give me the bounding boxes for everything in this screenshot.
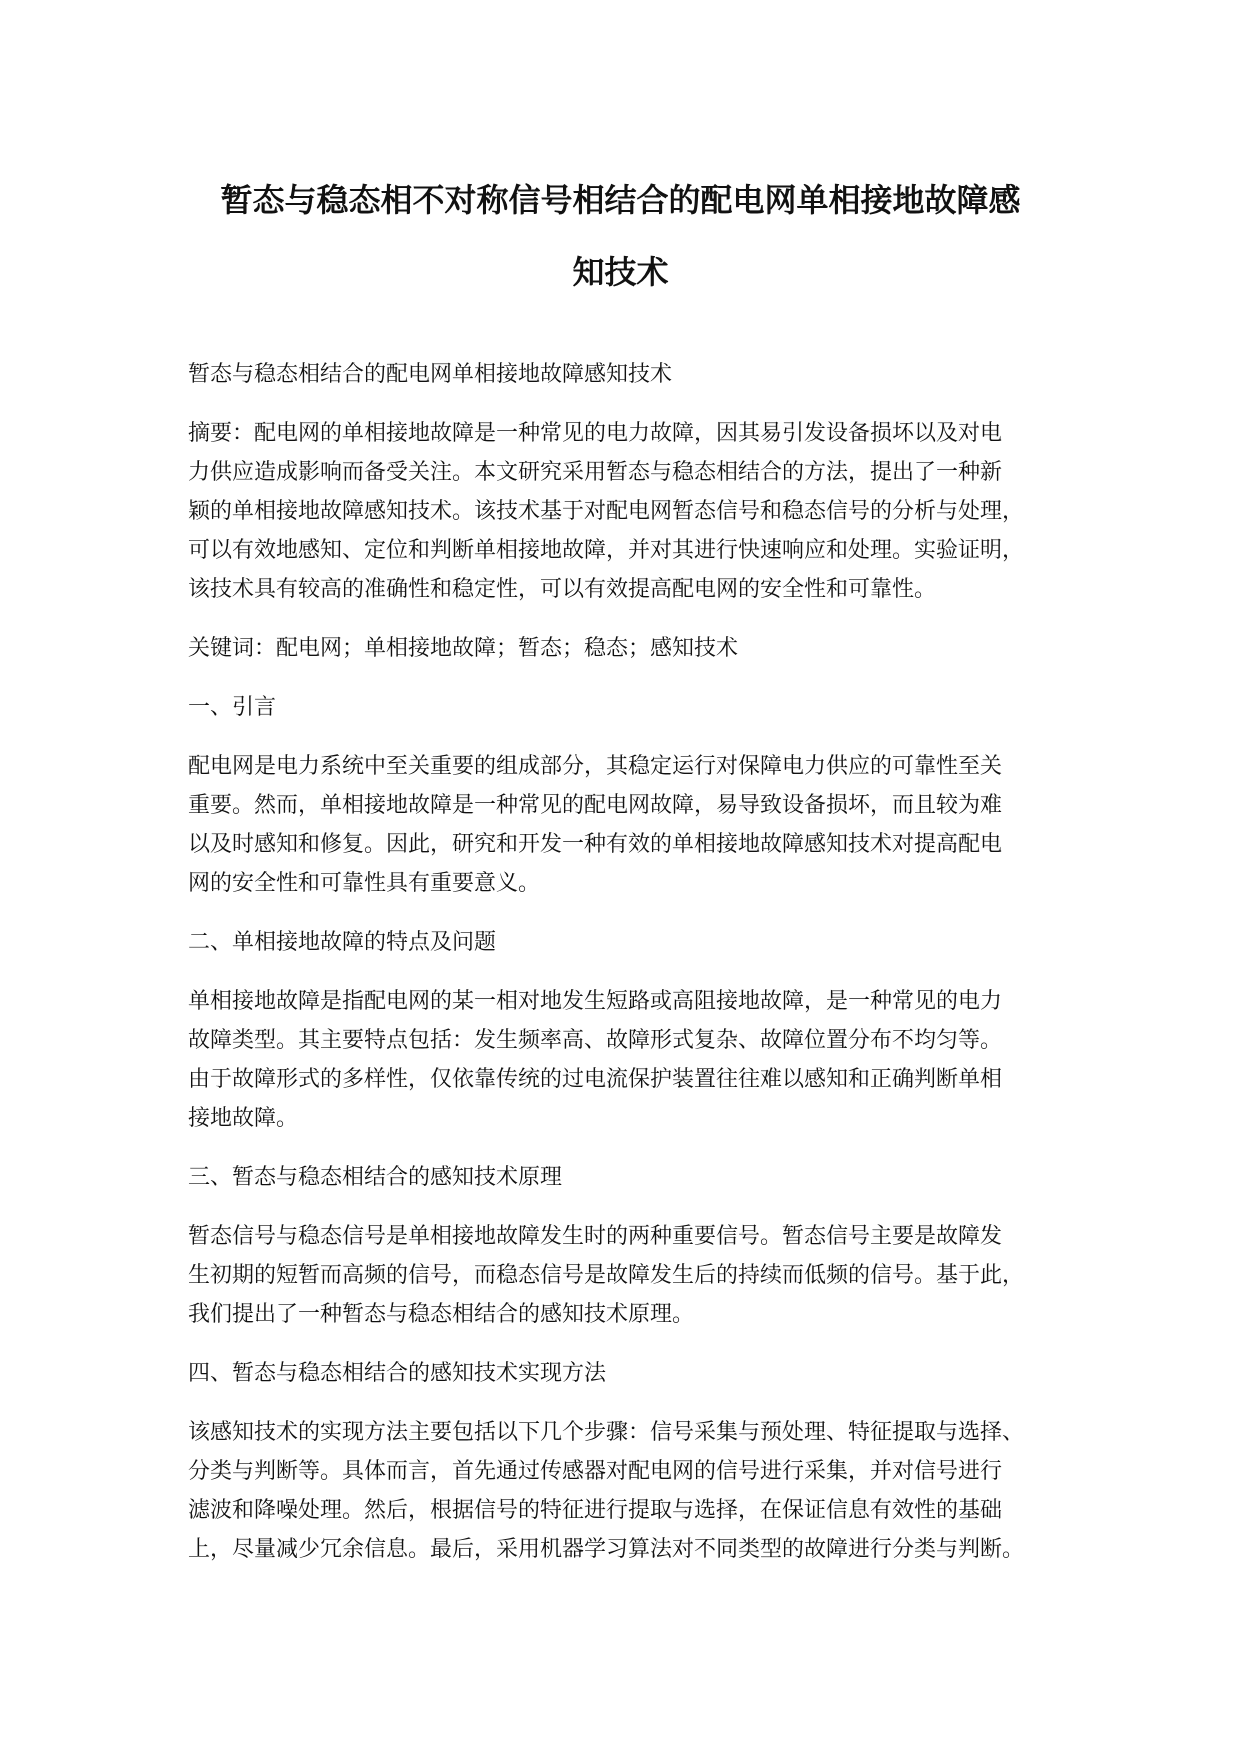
section-paragraph <box>188 982 1068 1138</box>
document-body <box>188 355 1068 1589</box>
abstract-line: 颖的单相接地故障感知技术。该技术基于对配电网暂态信号和稳态信号的分析与处理， <box>188 499 1025 524</box>
paragraph-line: 配电网是电力系统中至关重要的组成部分，其稳定运行对保障电力供应的可靠性至关 <box>188 754 1003 779</box>
section-heading-principle: 三、暂态与稳态相结合的感知技术原理 <box>188 1165 563 1190</box>
section-heading-introduction: 一、引言 <box>188 695 277 720</box>
paragraph-line: 单相接地故障是指配电网的某一相对地发生短路或高阻接地故障，是一种常见的电力 <box>188 989 1003 1014</box>
abstract-paragraph <box>188 414 1068 609</box>
abstract-line: 力供应造成影响而备受关注。本文研究采用暂态与稳态相结合的方法，提出了一种新 <box>188 460 1003 485</box>
section-paragraph <box>188 1413 1068 1569</box>
section-paragraph <box>188 747 1068 903</box>
paragraph-line: 生初期的短暂而高频的信号，而稳态信号是故障发生后的持续而低频的信号。基于此， <box>188 1263 1025 1288</box>
paragraph-line: 以及时感知和修复。因此，研究和开发一种有效的单相接地故障感知技术对提高配电 <box>188 832 1003 857</box>
document-title-line-2: 知技术 <box>572 253 669 291</box>
paragraph-line: 网的安全性和可靠性具有重要意义。 <box>188 871 541 896</box>
abstract-line: 可以有效地感知、定位和判断单相接地故障，并对其进行快速响应和处理。实验证明， <box>188 538 1025 563</box>
section-heading-fault-characteristics: 二、单相接地故障的特点及问题 <box>188 930 497 955</box>
document-title-line-1: 暂态与稳态相不对称信号相结合的配电网单相接地故障感 <box>220 181 1021 219</box>
section-paragraph <box>188 1217 1068 1334</box>
paragraph-line: 重要。然而，单相接地故障是一种常见的配电网故障，易导致设备损坏，而且较为难 <box>188 793 1003 818</box>
document-subtitle: 暂态与稳态相结合的配电网单相接地故障感知技术 <box>188 362 673 387</box>
keywords-line: 关键词：配电网；单相接地故障；暂态；稳态；感知技术 <box>188 636 739 661</box>
paragraph-line: 分类与判断等。具体而言，首先通过传感器对配电网的信号进行采集，并对信号进行 <box>188 1459 1003 1484</box>
paragraph-line: 故障类型。其主要特点包括：发生频率高、故障形式复杂、故障位置分布不均匀等。 <box>188 1028 1003 1053</box>
abstract-line: 摘要：配电网的单相接地故障是一种常见的电力故障，因其易引发设备损坏以及对电 <box>188 421 1003 446</box>
section-heading-implementation: 四、暂态与稳态相结合的感知技术实现方法 <box>188 1361 607 1386</box>
paragraph-line: 由于故障形式的多样性，仅依靠传统的过电流保护装置往往难以感知和正确判断单相 <box>188 1067 1003 1092</box>
abstract-line: 该技术具有较高的准确性和稳定性，可以有效提高配电网的安全性和可靠性。 <box>188 577 937 602</box>
paragraph-line: 暂态信号与稳态信号是单相接地故障发生时的两种重要信号。暂态信号主要是故障发 <box>188 1224 1003 1249</box>
paragraph-line: 接地故障。 <box>188 1106 299 1131</box>
paragraph-line: 我们提出了一种暂态与稳态相结合的感知技术原理。 <box>188 1302 695 1327</box>
paragraph-line: 该感知技术的实现方法主要包括以下几个步骤：信号采集与预处理、特征提取与选择、 <box>188 1420 1025 1445</box>
paragraph-line: 上，尽量减少冗余信息。最后，采用机器学习算法对不同类型的故障进行分类与判断。 <box>188 1537 1025 1562</box>
paragraph-line: 滤波和降噪处理。然后，根据信号的特征进行提取与选择，在保证信息有效性的基础 <box>188 1498 1003 1523</box>
